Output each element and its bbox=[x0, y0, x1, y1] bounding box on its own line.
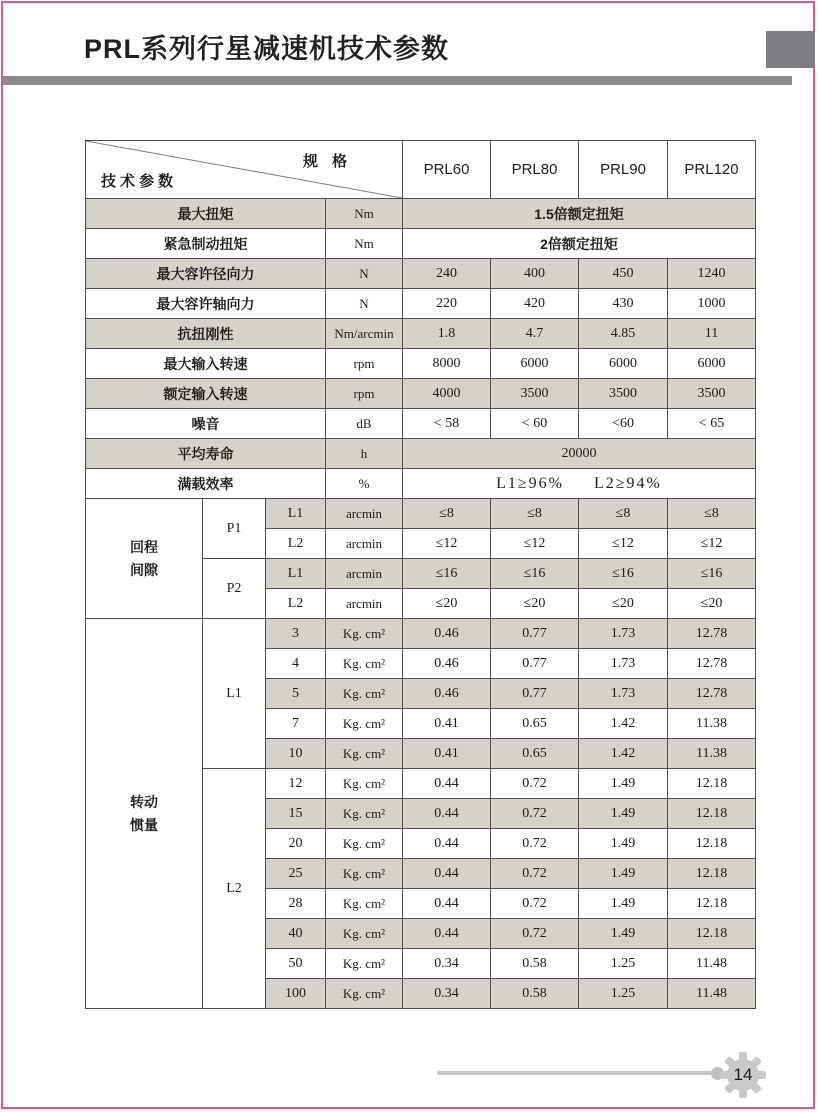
value-cell: 0.72 bbox=[491, 769, 579, 799]
param-name-cell: 抗扭刚性 bbox=[86, 319, 326, 349]
value-cell: 1.73 bbox=[579, 679, 668, 709]
value-cell: ≤8 bbox=[668, 499, 756, 529]
table-header-row bbox=[86, 141, 756, 199]
value-cell: 12.18 bbox=[668, 769, 756, 799]
table-row bbox=[86, 259, 756, 289]
efficiency-l2: L2≥94% bbox=[594, 474, 662, 492]
value-cell: ≤8 bbox=[491, 499, 579, 529]
value-cell: 12.18 bbox=[668, 829, 756, 859]
value-cell: 12.78 bbox=[668, 619, 756, 649]
unit-cell: Nm bbox=[326, 229, 403, 259]
value-cell: 4.85 bbox=[579, 319, 668, 349]
unit-cell: rpm bbox=[326, 349, 403, 379]
value-cell: <60 bbox=[579, 409, 668, 439]
value-cell: ≤20 bbox=[579, 589, 668, 619]
value-cell: 11.48 bbox=[668, 949, 756, 979]
value-cell: 6000 bbox=[491, 349, 579, 379]
param-name-cell: 最大容许径向力 bbox=[86, 259, 326, 289]
page-number-gear-badge bbox=[720, 1052, 766, 1098]
level-cell: L2 bbox=[266, 529, 326, 559]
unit-cell: arcmin bbox=[326, 499, 403, 529]
value-cell: 3500 bbox=[668, 379, 756, 409]
ratio-cell: 12 bbox=[266, 769, 326, 799]
param-name-cell: 额定输入转速 bbox=[86, 379, 326, 409]
header-corner-square bbox=[766, 31, 815, 68]
unit-cell: % bbox=[326, 469, 403, 499]
value-cell: 220 bbox=[403, 289, 491, 319]
unit-cell: rpm bbox=[326, 379, 403, 409]
param-name-cell: 最大容许轴向力 bbox=[86, 289, 326, 319]
value-cell: 1.42 bbox=[579, 709, 668, 739]
unit-cell: Kg. cm² bbox=[326, 619, 403, 649]
page-number: 14 bbox=[733, 1065, 753, 1084]
value-cell: 0.44 bbox=[403, 919, 491, 949]
value-cell: 4000 bbox=[403, 379, 491, 409]
backlash-p2-cell: P2 bbox=[203, 559, 266, 619]
value-cell: 1.49 bbox=[579, 829, 668, 859]
value-cell: 12.78 bbox=[668, 649, 756, 679]
table-row bbox=[86, 289, 756, 319]
ratio-cell: 10 bbox=[266, 739, 326, 769]
unit-cell: N bbox=[326, 259, 403, 289]
unit-cell: Kg. cm² bbox=[326, 919, 403, 949]
table-row bbox=[86, 229, 756, 259]
spec-table bbox=[85, 140, 756, 1009]
table-row bbox=[86, 619, 756, 649]
value-cell: 1.49 bbox=[579, 769, 668, 799]
value-cell: 0.72 bbox=[491, 829, 579, 859]
page-title: PRL系列行星减速机技术参数 bbox=[84, 34, 449, 64]
value-cell: 400 bbox=[491, 259, 579, 289]
value-cell: 1.49 bbox=[579, 919, 668, 949]
ratio-cell: 15 bbox=[266, 799, 326, 829]
value-cell: 0.41 bbox=[403, 709, 491, 739]
unit-cell: arcmin bbox=[326, 589, 403, 619]
unit-cell: Kg. cm² bbox=[326, 709, 403, 739]
unit-cell: Kg. cm² bbox=[326, 859, 403, 889]
value-cell: 0.72 bbox=[491, 859, 579, 889]
column-header-prl120: PRL120 bbox=[668, 141, 756, 199]
unit-cell: Kg. cm² bbox=[326, 649, 403, 679]
column-header-prl80: PRL80 bbox=[491, 141, 579, 199]
value-cell: 0.44 bbox=[403, 769, 491, 799]
value-cell: 0.77 bbox=[491, 619, 579, 649]
value-cell: 11 bbox=[668, 319, 756, 349]
param-name-cell: 最大扭矩 bbox=[86, 199, 326, 229]
value-cell: 1.49 bbox=[579, 859, 668, 889]
value-cell: 1.73 bbox=[579, 649, 668, 679]
value-cell: 0.44 bbox=[403, 829, 491, 859]
merged-value-cell: 2倍额定扭矩 bbox=[403, 229, 756, 259]
value-cell: 0.65 bbox=[491, 739, 579, 769]
unit-cell: arcmin bbox=[326, 559, 403, 589]
value-cell: 1.42 bbox=[579, 739, 668, 769]
value-cell: 11.38 bbox=[668, 709, 756, 739]
value-cell: 6000 bbox=[668, 349, 756, 379]
value-cell: ≤20 bbox=[668, 589, 756, 619]
value-cell: 3500 bbox=[491, 379, 579, 409]
value-cell: 0.44 bbox=[403, 859, 491, 889]
corner-param-label: 技术参数 bbox=[101, 173, 178, 190]
unit-cell: N bbox=[326, 289, 403, 319]
value-cell: 0.58 bbox=[491, 979, 579, 1009]
value-cell: 1.25 bbox=[579, 949, 668, 979]
table-row bbox=[86, 499, 756, 529]
inertia-group-cell: 转动 惯量 bbox=[86, 619, 203, 1009]
value-cell: 0.65 bbox=[491, 709, 579, 739]
value-cell: 0.41 bbox=[403, 739, 491, 769]
table-row bbox=[86, 409, 756, 439]
level-cell: L2 bbox=[266, 589, 326, 619]
value-cell: 11.38 bbox=[668, 739, 756, 769]
value-cell: 0.44 bbox=[403, 799, 491, 829]
value-cell: 0.34 bbox=[403, 979, 491, 1009]
value-cell: ≤20 bbox=[491, 589, 579, 619]
value-cell: 430 bbox=[579, 289, 668, 319]
table-row bbox=[86, 439, 756, 469]
efficiency-l1: L1≥96% bbox=[496, 474, 564, 492]
value-cell: 240 bbox=[403, 259, 491, 289]
value-cell: ≤8 bbox=[403, 499, 491, 529]
unit-cell: Kg. cm² bbox=[326, 889, 403, 919]
ratio-cell: 40 bbox=[266, 919, 326, 949]
corner-spec-label: 规 格 bbox=[302, 153, 352, 170]
value-cell: 11.48 bbox=[668, 979, 756, 1009]
level-cell: L1 bbox=[266, 499, 326, 529]
ratio-cell: 50 bbox=[266, 949, 326, 979]
ratio-cell: 7 bbox=[266, 709, 326, 739]
value-cell: 0.72 bbox=[491, 919, 579, 949]
value-cell: < 58 bbox=[403, 409, 491, 439]
param-name-cell: 紧急制动扭矩 bbox=[86, 229, 326, 259]
backlash-group-cell: 回程 间隙 bbox=[86, 499, 203, 619]
merged-efficiency-cell bbox=[403, 469, 756, 499]
value-cell: 1.49 bbox=[579, 799, 668, 829]
value-cell: 1.73 bbox=[579, 619, 668, 649]
table-row bbox=[86, 319, 756, 349]
ratio-cell: 20 bbox=[266, 829, 326, 859]
value-cell: 12.78 bbox=[668, 679, 756, 709]
value-cell: 0.46 bbox=[403, 649, 491, 679]
unit-cell: Kg. cm² bbox=[326, 949, 403, 979]
value-cell: ≤12 bbox=[668, 529, 756, 559]
value-cell: 0.44 bbox=[403, 889, 491, 919]
column-header-prl60: PRL60 bbox=[403, 141, 491, 199]
ratio-cell: 4 bbox=[266, 649, 326, 679]
value-cell: 1.49 bbox=[579, 889, 668, 919]
value-cell: 450 bbox=[579, 259, 668, 289]
param-name-cell: 平均寿命 bbox=[86, 439, 326, 469]
value-cell: 8000 bbox=[403, 349, 491, 379]
inertia-l2-cell: L2 bbox=[203, 769, 266, 1009]
title-underline-bar bbox=[3, 76, 792, 85]
table-row bbox=[86, 379, 756, 409]
unit-cell: Kg. cm² bbox=[326, 829, 403, 859]
value-cell: 1000 bbox=[668, 289, 756, 319]
value-cell: ≤12 bbox=[403, 529, 491, 559]
unit-cell: h bbox=[326, 439, 403, 469]
value-cell: 0.34 bbox=[403, 949, 491, 979]
value-cell: 4.7 bbox=[491, 319, 579, 349]
value-cell: ≤12 bbox=[491, 529, 579, 559]
value-cell: ≤20 bbox=[403, 589, 491, 619]
value-cell: ≤8 bbox=[579, 499, 668, 529]
value-cell: 12.18 bbox=[668, 889, 756, 919]
value-cell: 0.77 bbox=[491, 649, 579, 679]
value-cell: 0.72 bbox=[491, 889, 579, 919]
unit-cell: Kg. cm² bbox=[326, 739, 403, 769]
unit-cell: Nm bbox=[326, 199, 403, 229]
unit-cell: Kg. cm² bbox=[326, 799, 403, 829]
value-cell: 1.25 bbox=[579, 979, 668, 1009]
value-cell: ≤16 bbox=[579, 559, 668, 589]
table-row bbox=[86, 199, 756, 229]
value-cell: 0.46 bbox=[403, 619, 491, 649]
unit-cell: dB bbox=[326, 409, 403, 439]
value-cell: 420 bbox=[491, 289, 579, 319]
ratio-cell: 25 bbox=[266, 859, 326, 889]
value-cell: 1240 bbox=[668, 259, 756, 289]
unit-cell: Kg. cm² bbox=[326, 679, 403, 709]
ratio-cell: 28 bbox=[266, 889, 326, 919]
value-cell: 3500 bbox=[579, 379, 668, 409]
value-cell: 12.18 bbox=[668, 919, 756, 949]
level-cell: L1 bbox=[266, 559, 326, 589]
value-cell: 0.46 bbox=[403, 679, 491, 709]
unit-cell: Kg. cm² bbox=[326, 979, 403, 1009]
value-cell: 0.58 bbox=[491, 949, 579, 979]
unit-cell: Kg. cm² bbox=[326, 769, 403, 799]
value-cell: ≤16 bbox=[403, 559, 491, 589]
ratio-cell: 3 bbox=[266, 619, 326, 649]
value-cell: 0.72 bbox=[491, 799, 579, 829]
merged-value-cell: 20000 bbox=[403, 439, 756, 469]
value-cell: ≤16 bbox=[491, 559, 579, 589]
ratio-cell: 5 bbox=[266, 679, 326, 709]
corner-header-cell bbox=[86, 141, 403, 199]
value-cell: ≤16 bbox=[668, 559, 756, 589]
value-cell: < 60 bbox=[491, 409, 579, 439]
param-name-cell: 最大输入转速 bbox=[86, 349, 326, 379]
ratio-cell: 100 bbox=[266, 979, 326, 1009]
value-cell: 12.18 bbox=[668, 799, 756, 829]
table-row bbox=[86, 469, 756, 499]
param-name-cell: 满载效率 bbox=[86, 469, 326, 499]
value-cell: < 65 bbox=[668, 409, 756, 439]
inertia-l1-cell: L1 bbox=[203, 619, 266, 769]
param-name-cell: 噪音 bbox=[86, 409, 326, 439]
value-cell: ≤12 bbox=[579, 529, 668, 559]
merged-value-cell: 1.5倍额定扭矩 bbox=[403, 199, 756, 229]
column-header-prl90: PRL90 bbox=[579, 141, 668, 199]
table-row bbox=[86, 349, 756, 379]
value-cell: 6000 bbox=[579, 349, 668, 379]
backlash-p1-cell: P1 bbox=[203, 499, 266, 559]
value-cell: 0.77 bbox=[491, 679, 579, 709]
unit-cell: Nm/arcmin bbox=[326, 319, 403, 349]
value-cell: 1.8 bbox=[403, 319, 491, 349]
footer-decoration-line bbox=[437, 1071, 720, 1075]
value-cell: 12.18 bbox=[668, 859, 756, 889]
unit-cell: arcmin bbox=[326, 529, 403, 559]
